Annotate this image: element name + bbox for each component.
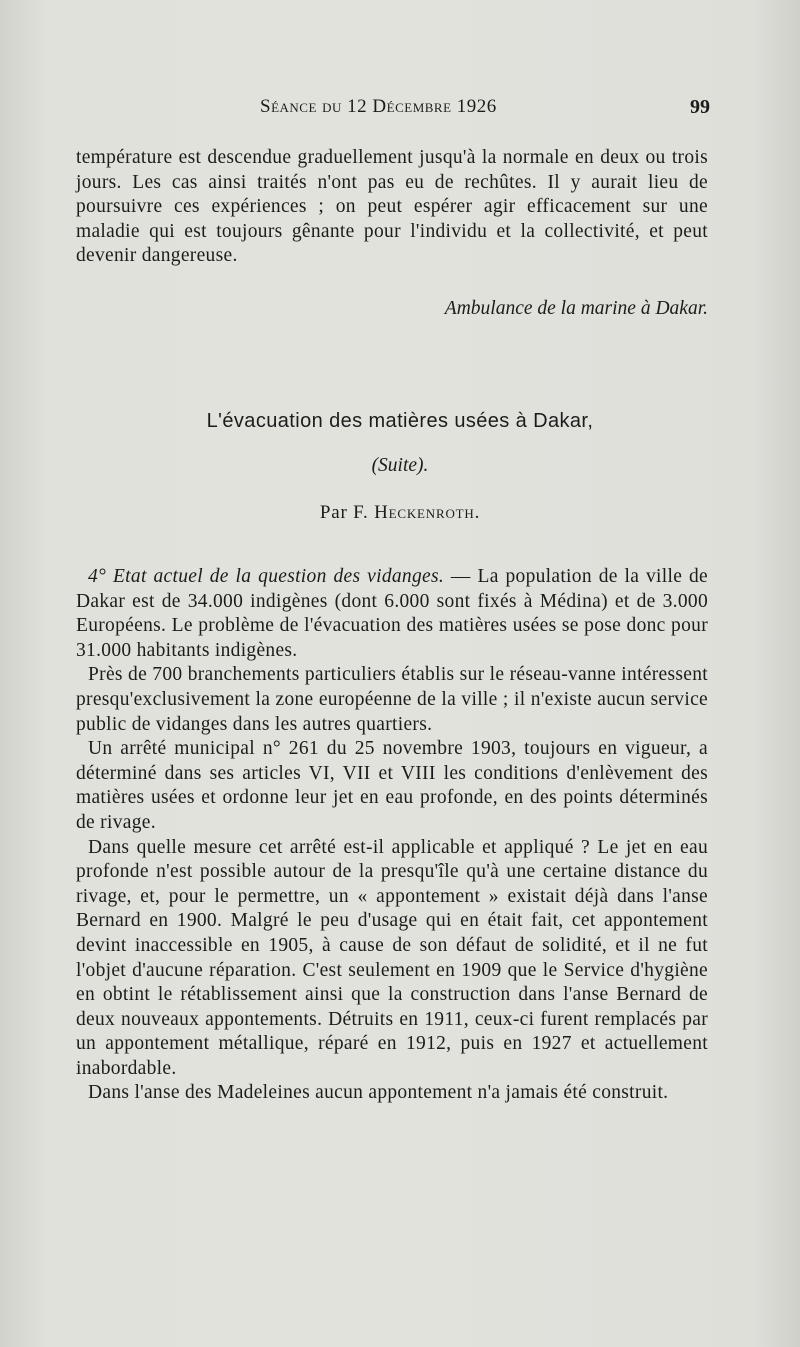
section-heading: 4° Etat actuel de la question des vidanges. xyxy=(88,566,445,587)
byline-author: Heckenroth. xyxy=(374,502,481,523)
byline xyxy=(0,502,800,524)
paragraph-text: — La population de la ville de Dakar est de 34.000 indigènes (dont 6.000 sont fixés à Médina) et de 3.000 Européens. Le problème de l'évacuation des matières usées se pose donc pour 31.000 habitants indigènes. xyxy=(76,566,708,661)
paragraph: Dans quelle mesure cet arrêté est-il applicable et appliqué ? Le jet en eau profonde n'est possible autour de la presqu'île qu'à une certaine distance du rivage, et, pour le permettre, un « appontement » existait déjà dans l'anse Bernard en 1900. Malgré le peu d'usage qui en était fait, cet appontement devint inaccessible en 1905, à cause de son défaut de solidité, et il ne fut l'objet d'aucune réparation. C'est seulement en 1909 que le Service d'hygiène en obtint le rétablissement ainsi que la construction dans l'anse Bernard de deux nouveaux appontements. Détruits en 1911, ceux-ci furent remplacés par un appontement métallique, réparé en 1912, puis en 1927 et actuellement inabordable. xyxy=(76,836,708,1079)
article-body xyxy=(76,565,708,1106)
running-head xyxy=(0,96,800,126)
running-title: Séance du 12 Décembre 1926 xyxy=(260,96,497,117)
article-subtitle: (Suite). xyxy=(371,455,429,476)
byline-prefix: Par F. xyxy=(319,502,369,523)
previous-article-conclusion xyxy=(76,146,708,269)
page-number: 99 xyxy=(690,96,710,118)
paragraph xyxy=(76,565,708,663)
paragraph: température est descendue graduellement jusqu'à la normale en deux ou trois jours. Les cas ainsi traités n'ont pas eu de rechûtes. Il y aurait lieu de poursuivre ces expériences ; on peut espérer agir efficacement sur une maladie qui est toujours gênante pour l'individu et la collectivité, et peut devenir dangereuse. xyxy=(76,147,708,267)
paragraph: Un arrêté municipal n° 261 du 25 novembre 1903, toujours en vigueur, a déterminé dans ses articles VI, VII et VIII les conditions d'enlèvement des matières usées et ordonne leur jet en eau profonde, en des points déterminés de rivage. xyxy=(76,738,708,833)
paragraph: Près de 700 branchements particuliers établis sur le réseau-vanne intéressent presqu'exclusivement la zone européenne de la ville ; il n'existe aucun service public de vidanges dans les autres quartiers. xyxy=(76,664,708,735)
paragraph: Dans l'anse des Madeleines aucun appontement n'a jamais été construit. xyxy=(88,1082,669,1104)
signature: Ambulance de la marine à Dakar. xyxy=(444,298,708,319)
article-title: L'évacuation des matières usées à Dakar, xyxy=(206,410,594,432)
